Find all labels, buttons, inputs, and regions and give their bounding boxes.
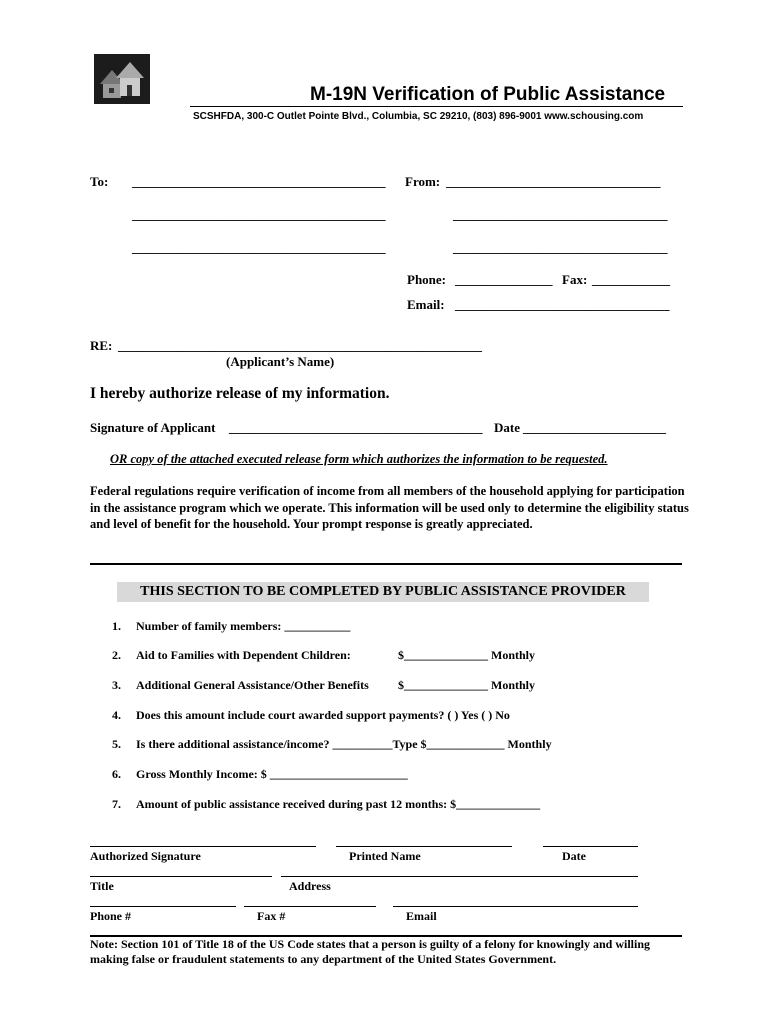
authorization-heading: I hereby authorize release of my information. xyxy=(90,385,390,402)
item-family-members[interactable]: Number of family members: ___________ xyxy=(136,619,351,633)
item-afdc-amount[interactable]: $______________ Monthly xyxy=(398,648,536,662)
email-line[interactable] xyxy=(393,906,638,907)
to-label: To: xyxy=(90,174,109,189)
item-general-assistance-amount[interactable]: $______________ Monthly xyxy=(398,678,536,692)
printed-name-label: Printed Name xyxy=(349,849,421,863)
re-label: RE: xyxy=(90,338,113,353)
from-label: From: xyxy=(405,174,441,189)
title-line[interactable] xyxy=(90,876,272,877)
item-number: 4. xyxy=(112,708,121,722)
date-field[interactable]: ______________________ xyxy=(523,420,666,435)
header-divider xyxy=(190,106,683,107)
address-line[interactable] xyxy=(281,876,638,877)
fax-field[interactable]: ____________ xyxy=(592,272,670,287)
to-line-3[interactable]: _______________________________________ xyxy=(132,240,386,255)
email-address-label: Email xyxy=(406,909,437,923)
phone-line[interactable] xyxy=(90,906,236,907)
date-label: Date xyxy=(494,420,520,435)
item-afdc-label: Aid to Families with Dependent Children: xyxy=(136,648,351,662)
item-number: 5. xyxy=(112,737,121,751)
legal-note: Note: Section 101 of Title 18 of the US Code states that a person is guilty of a felony for knowingly and willing making false or fraudulent statements to any department of the United States Government. xyxy=(90,937,651,966)
release-form-note: OR copy of the attached executed release form which authorizes the information to be requested. xyxy=(110,452,608,466)
email-field[interactable]: _________________________________ xyxy=(455,297,670,312)
signoff-date-line[interactable] xyxy=(543,846,638,847)
from-line-3[interactable]: _________________________________ xyxy=(453,240,668,255)
fax-number-label: Fax # xyxy=(257,909,286,923)
fax-label: Fax: xyxy=(562,272,588,287)
provider-section-heading: THIS SECTION TO BE COMPLETED BY PUBLIC ASSISTANCE PROVIDER xyxy=(117,582,649,602)
to-line-2[interactable]: _______________________________________ xyxy=(132,207,386,222)
item-number: 6. xyxy=(112,767,121,781)
regulation-paragraph: Federal regulations require verification of income from all members of the household applying for participation in the assistance program which we operate. This information will be used only to determine the eligibility status and level of benefit for the household. Your prompt response is greatly appreciated. xyxy=(90,484,689,531)
applicant-name-field[interactable]: ________________________________________________________ xyxy=(118,338,482,353)
phone-number-label: Phone # xyxy=(90,909,132,923)
agency-address: SCSHFDA, 300-C Outlet Pointe Blvd., Columbia, SC 29210, (803) 896-9001 www.schousing.com xyxy=(193,111,644,122)
applicant-name-caption: (Applicant’s Name) xyxy=(226,354,335,369)
email-label: Email: xyxy=(407,297,445,312)
address-label: Address xyxy=(289,879,331,893)
signoff-date-label: Date xyxy=(562,849,586,863)
section-divider xyxy=(90,563,682,565)
item-general-assistance-label: Additional General Assistance/Other Benefits xyxy=(136,678,369,692)
phone-label: Phone: xyxy=(407,272,446,287)
fax-line[interactable] xyxy=(244,906,376,907)
authorized-signature-label: Authorized Signature xyxy=(90,849,201,863)
item-court-support[interactable]: Does this amount include court awarded support payments? ( ) Yes ( ) No xyxy=(136,708,510,722)
signature-field[interactable]: _______________________________________ xyxy=(229,420,483,435)
authorized-signature-line[interactable] xyxy=(90,846,316,847)
from-line-2[interactable]: _________________________________ xyxy=(453,207,668,222)
from-line-1[interactable]: _________________________________ xyxy=(446,174,661,189)
house-icon xyxy=(94,54,150,104)
item-number: 7. xyxy=(112,797,121,811)
to-line-1[interactable]: _______________________________________ xyxy=(132,174,386,189)
form-title: M-19N Verification of Public Assistance xyxy=(310,84,666,105)
item-number: 3. xyxy=(112,678,121,692)
phone-field[interactable]: _______________ xyxy=(455,272,553,287)
item-assistance-12-months[interactable]: Amount of public assistance received during past 12 months: $______________ xyxy=(136,797,541,811)
item-additional-income[interactable]: Is there additional assistance/income? __________Type $_____________ Monthly xyxy=(136,737,552,751)
title-label: Title xyxy=(90,879,114,893)
housing-logo xyxy=(94,54,150,104)
signature-label: Signature of Applicant xyxy=(90,420,216,435)
item-number: 1. xyxy=(112,619,121,633)
item-gross-income[interactable]: Gross Monthly Income: $ _______________________ xyxy=(136,767,408,781)
printed-name-line[interactable] xyxy=(336,846,512,847)
item-number: 2. xyxy=(112,648,121,662)
